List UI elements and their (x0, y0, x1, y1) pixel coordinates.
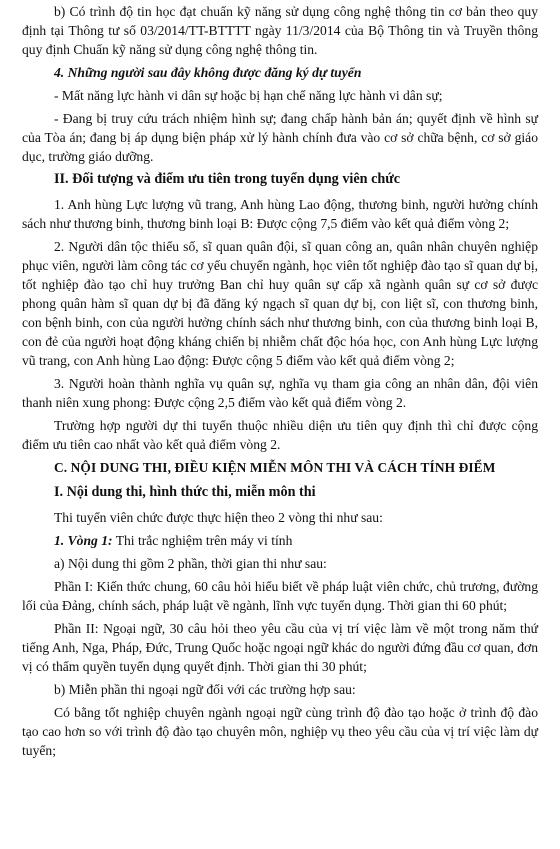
list-item-nang-luc-hanh-vi: - Mất năng lực hành vi dân sự hoặc bị hạn chế năng lực hành vi dân sự; (54, 88, 443, 103)
list-item-truy-cuu: - Đang bị truy cứu trách nhiệm hình sự; đang chấp hành bản án; quyết định về hình sự của Tòa án; đang bị áp dụng biện pháp xử lý hành chính đưa vào cơ sở chữa bệnh, cơ sở giáo dục, trường giáo dưỡng. (22, 111, 538, 164)
exemption-case-1: Có bằng tốt nghiệp chuyên ngành ngoại ngữ cùng trình độ đào tạo hoặc ở trình độ đào tạo cao hơn so với trình độ đào tạo chuyên môn, nghiệp vụ theo yêu cầu của vị trí việc làm dự tuyển; (22, 705, 538, 758)
round-1-content: a) Nội dung thi gồm 2 phần, thời gian thi như sau: (54, 556, 327, 571)
exam-part-2: Phần II: Ngoại ngữ, 30 câu hỏi theo yêu cầu của vị trí việc làm về một trong năm thứ tiếng Anh, Nga, Pháp, Đức, Trung Quốc hoặc ngoại ngữ khác do người đứng đầu cơ quan, đơn vị có thẩm quyền tuyển dụng quyết định. Thời gian thi 30 phút; (22, 621, 538, 674)
exam-part-1: Phần I: Kiến thức chung, 60 câu hỏi hiểu biết về pháp luật viên chức, chủ trương, đường lối của Đảng, chính sách, pháp luật về ngành, lĩnh vực tuyển dụng. Thời gian thi 60 phút; (22, 579, 538, 613)
paragraph-tin-hoc: b) Có trình độ tin học đạt chuẩn kỹ năng sử dụng công nghệ thông tin cơ bản theo quy định tại Thông tư số 03/2014/TT-BTTTT ngày 11/3/2014 của Bộ Thông tin và Truyền thông quy định Chuẩn kỹ năng sử dụng công nghệ thông tin. (22, 4, 538, 57)
section-title-noi-dung-thi: C. NỘI DUNG THI, ĐIỀU KIỆN MIỄN MÔN THI VÀ CÁCH TÍNH ĐIỂM (54, 460, 496, 475)
language-exemption: b) Miễn phần thi ngoại ngữ đối với các trường hợp sau: (54, 682, 356, 697)
round-1-text: Thi trắc nghiệm trên máy vi tính (112, 533, 293, 548)
subsection-title-hinh-thuc-thi: I. Nội dung thi, hình thức thi, miễn môn thi (54, 484, 316, 500)
priority-note: Trường hợp người dự thi tuyển thuộc nhiều diện ưu tiên quy định thì chỉ được cộng điểm ưu tiên cao nhất vào kết quả điểm vòng 2. (22, 418, 538, 452)
section-title-doi-tuong-uu-tien: II. Đối tượng và điểm ưu tiên trong tuyển dụng viên chức (54, 171, 401, 187)
round-1-label: 1. Vòng 1: (54, 533, 113, 548)
priority-item-1: 1. Anh hùng Lực lượng vũ trang, Anh hùng Lao động, thương binh, người hưởng chính sách như thương binh, thương binh loại B: Được cộng 7,5 điểm vào kết quả điểm vòng 2; (22, 197, 538, 231)
paragraph-hai-vong-thi: Thi tuyển viên chức được thực hiện theo 2 vòng thi như sau: (54, 510, 383, 525)
priority-item-2: 2. Người dân tộc thiểu số, sĩ quan quân đội, sĩ quan công an, quân nhân chuyên nghiệp phục viên, người làm công tác cơ yếu chuyển ngành, học viên tốt nghiệp đào tạo sĩ quan dự bị, tốt nghiệp đào tạo chỉ huy trưởng Ban chỉ huy quân sự cấp xã ngành quân sự cơ sở được phong quân hàm sĩ quan dự bị đã đăng ký ngạch sĩ quan dự bị, con liệt sĩ, con thương binh, con bệnh binh, con của người hưởng chính sách như thương binh, con của thương binh loại B, con đẻ của người hoạt động kháng chiến bị nhiễm chất độc hóa học, con Anh hùng Lực lượng vũ trang, con Anh hùng Lao động: Được cộng 5 điểm vào kết quả điểm vòng 2; (22, 239, 538, 368)
heading-khong-duoc-dang-ky: 4. Những người sau đây không được đăng ký dự tuyển (54, 65, 362, 80)
round-1-line (22, 531, 538, 550)
priority-item-3: 3. Người hoàn thành nghĩa vụ quân sự, nghĩa vụ tham gia công an nhân dân, đội viên thanh niên xung phong: Được cộng 2,5 điểm vào kết quả điểm vòng 2. (22, 376, 538, 410)
